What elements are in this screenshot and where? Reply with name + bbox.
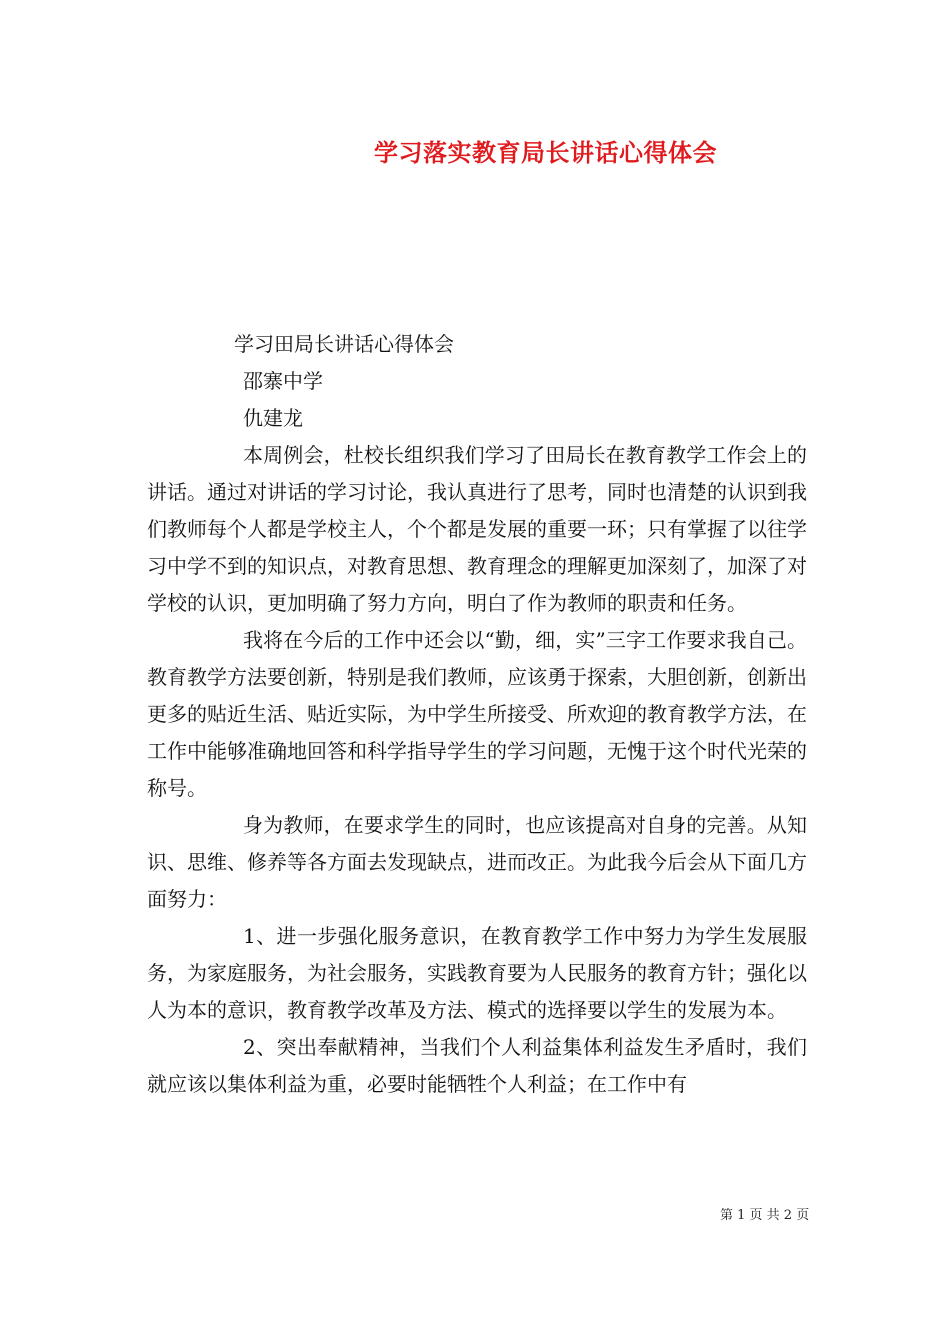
page-indicator: 第 1 页 共 2 页 [720,1208,810,1223]
document-subtitle: 学习田局长讲话心得体会 [234,332,454,356]
author-name: 仇建龙 [243,406,303,430]
paragraph: 我将在今后的工作中还会以“勤，细，实”三字工作要求我自己。教育教学方法要创新，特别是我们教师，应该勇于探索，大胆创新，创新出更多的贴近生活、贴近实际，为中学生所接受、所欢迎的教育教学方法，在工作中能够准确地回答和科学指导学生的学习问题，无愧于这个时代光荣的称号。 [147,628,807,800]
school-name: 邵寨中学 [243,369,323,393]
paragraph: 本周例会，杜校长组织我们学习了田局长在教育教学工作会上的讲话。通过对讲话的学习讨论，我认真进行了思考，同时也清楚的认识到我们教师每个人都是学校主人，个个都是发展的重要一环；只有掌握了以往学习中学不到的知识点，对教育思想、教育理念的理解更加深刻了，加深了对学校的认识，更加明确了努力方向，明白了作为教师的职责和任务。 [147,443,807,615]
document-body [147,326,807,1103]
paragraph: 1、进一步强化服务意识，在教育教学工作中努力为学生发展服务，为家庭服务，为社会服务，实践教育要为人民服务的教育方针；强化以人为本的意识，教育教学改革及方法、模式的选择要以学生的发展为本。 [147,924,807,1022]
document-title: 学习落实教育局长讲话心得体会 [374,138,717,167]
paragraph: 2、突出奉献精神，当我们个人利益集体利益发生矛盾时，我们就应该以集体利益为重，必要时能牺牲个人利益；在工作中有 [147,1035,807,1096]
paragraph: 身为教师，在要求学生的同时，也应该提高对自身的完善。从知识、思维、修养等各方面去发现缺点，进而改正。为此我今后会从下面几方面努力： [147,813,807,911]
